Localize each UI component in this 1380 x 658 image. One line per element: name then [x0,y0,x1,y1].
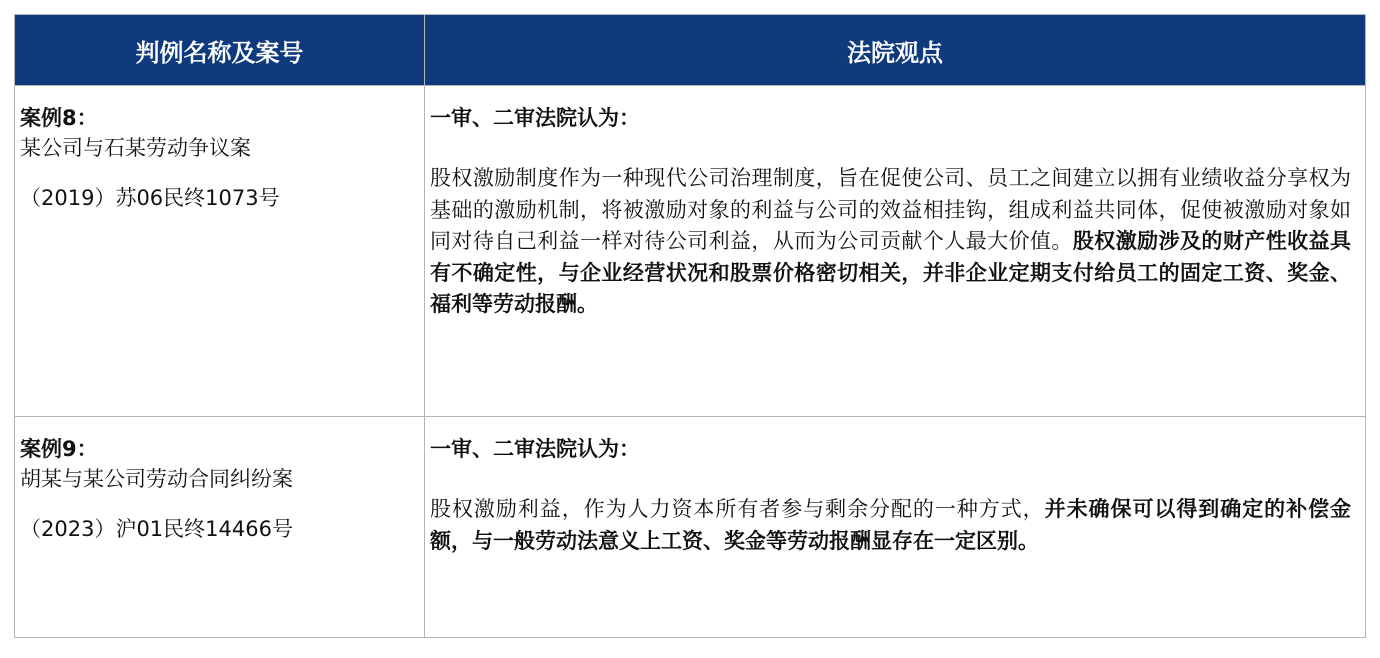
opinion-emphasis: 股权激励涉及的财产性收益具有不确定性，与企业经营状况和股票价格密切相关，并非企业定期支付给员工的固定工资、奖金、福利等劳动报酬。 [430,229,1352,316]
case-name: 胡某与某公司劳动合同纠纷案 [20,467,293,491]
opinion-paragraph [430,494,1351,557]
opinion-heading: 一审、二审法院认为： [430,106,640,130]
header-row [15,15,1366,86]
case-name: 某公司与石某劳动争议案 [20,136,251,160]
case-label: 案例9： [20,437,98,461]
opinion-paragraph [430,163,1351,321]
opinion-text: 股权激励利益，作为人力资本所有者参与剩余分配的一种方式， [430,497,1045,521]
opinion-emphasis: 并未确保可以得到确定的补偿金额，与一般劳动法意义上工资、奖金等劳动报酬显存在一定区别。 [430,497,1352,553]
table-row [15,417,1366,638]
case-label: 案例8： [20,106,98,130]
table-row [15,86,1366,417]
opinion-heading: 一审、二审法院认为： [430,437,640,461]
opinion-cell [425,86,1366,417]
case-number: （2023）沪01民终14466号 [20,517,293,541]
case-cell [15,417,425,638]
case-table [14,14,1366,638]
header-case-name: 判例名称及案号 [15,15,425,86]
header-court-opinion: 法院观点 [425,15,1366,86]
case-cell [15,86,425,417]
case-number: （2019）苏06民终1073号 [20,186,280,210]
opinion-cell [425,417,1366,638]
opinion-text: 股权激励制度作为一种现代公司治理制度，旨在促使公司、员工之间建立以拥有业绩收益分享权为基础的激励机制，将被激励对象的利益与公司的效益相挂钩，组成利益共同体，促使被激励对象如同对待自己利益一样对待公司利益，从而为公司贡献个人最大价值。 [430,166,1351,253]
